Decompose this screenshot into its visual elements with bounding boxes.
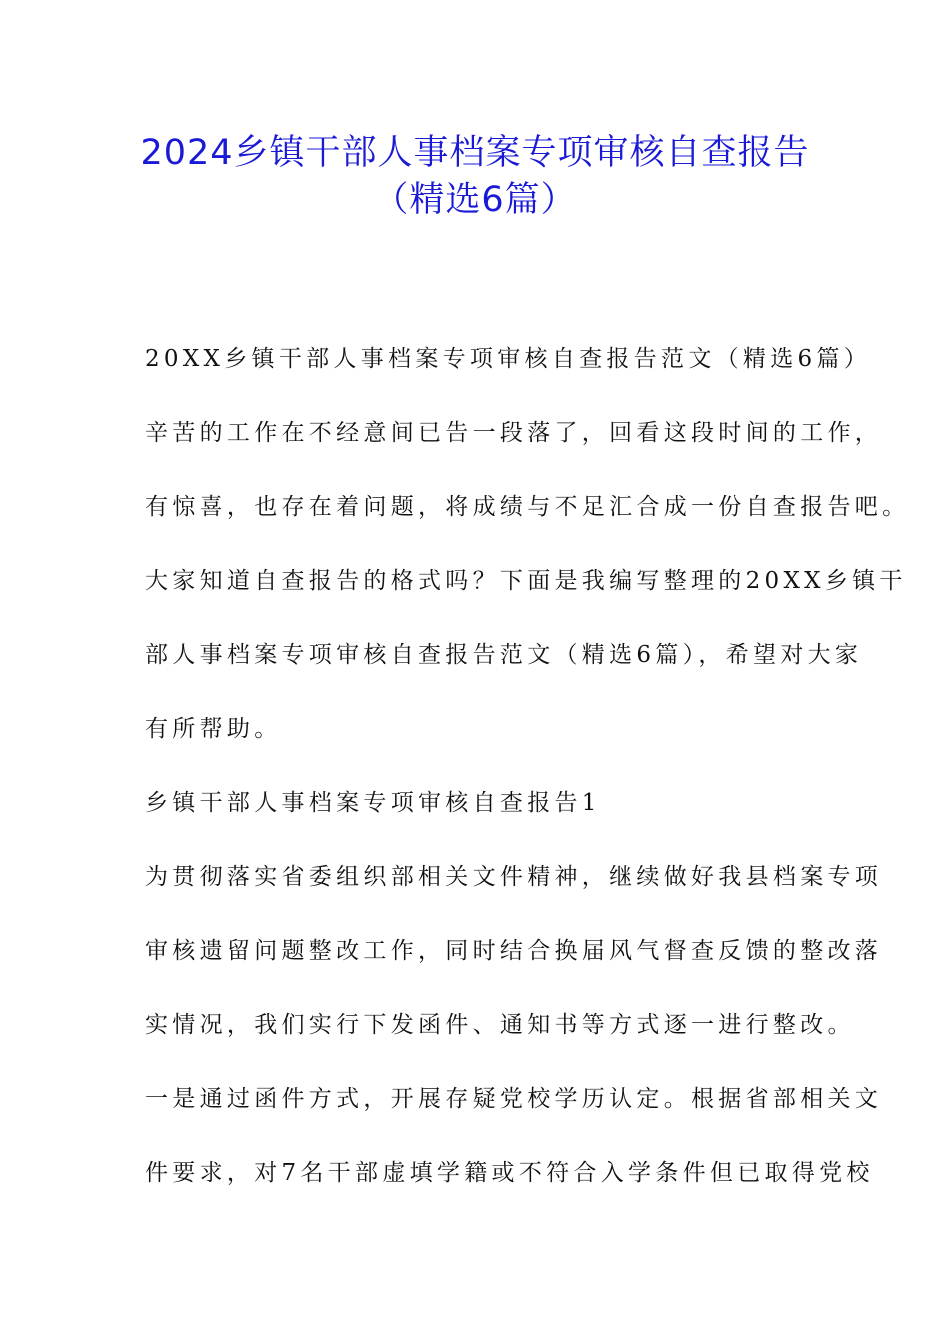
paragraph-line: 有惊喜，也存在着问题，将成绩与不足汇合成一份自查报告吧。: [145, 494, 910, 520]
section-heading: 乡镇干部人事档案专项审核自查报告1: [145, 790, 601, 816]
paragraph-line: 件要求，对7名干部虚填学籍或不符合入学条件但已取得党校: [145, 1160, 874, 1186]
paragraph-line: 部人事档案专项审核自查报告范文（精选6篇），希望对大家: [145, 642, 863, 668]
intro-heading: 20XX乡镇干部人事档案专项审核自查报告范文（精选6篇）: [145, 346, 872, 372]
paragraph-line: 实情况，我们实行下发函件、通知书等方式逐一进行整改。: [145, 1012, 855, 1038]
paragraph-line: 审核遗留问题整改工作，同时结合换届风气督查反馈的整改落: [145, 938, 883, 964]
paragraph-line: 大家知道自查报告的格式吗？下面是我编写整理的20XX乡镇干: [145, 568, 907, 594]
paragraph-line: 辛苦的工作在不经意间已告一段落了，回看这段时间的工作，: [145, 420, 883, 446]
paragraph-line: 一是通过函件方式，开展存疑党校学历认定。根据省部相关文: [145, 1086, 883, 1112]
document-title: 2024乡镇干部人事档案专项审核自查报告: [140, 133, 810, 173]
paragraph-line: 有所帮助。: [145, 716, 282, 742]
paragraph-line: 为贯彻落实省委组织部相关文件精神，继续做好我县档案专项: [145, 864, 883, 890]
document-subtitle: （精选6篇）: [373, 180, 577, 220]
